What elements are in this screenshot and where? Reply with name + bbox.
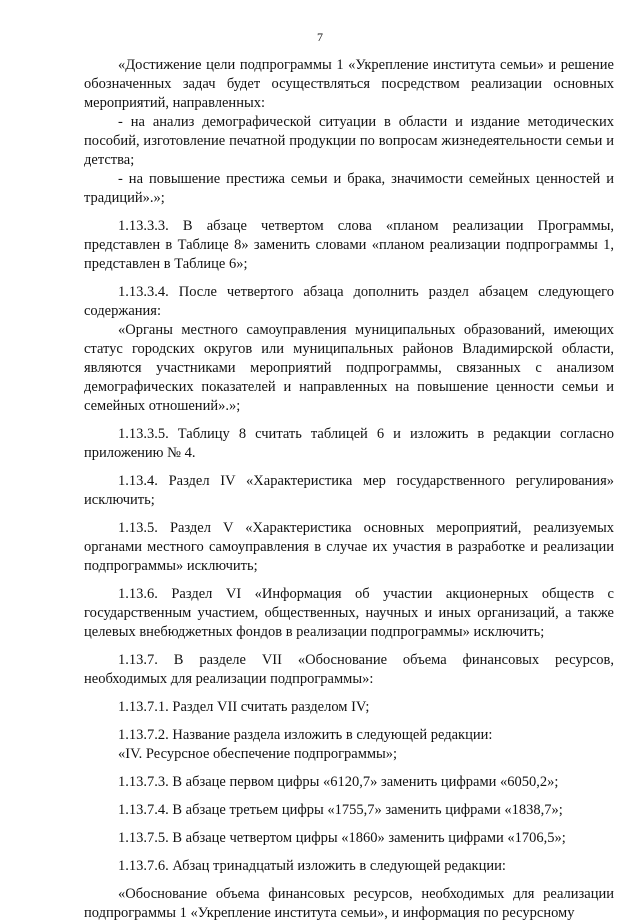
paragraph: 1.13.3.5. Таблицу 8 считать таблицей 6 и изложить в редакции согласно приложению № 4. xyxy=(84,426,614,461)
paragraph: 1.13.3.4. После четвертого абзаца дополнить раздел абзацем следующего содержания: xyxy=(84,284,614,319)
paragraph: «Достижение цели подпрограммы 1 «Укрепление института семьи» и решение обозначенных задач будет осуществляться посредством реализации основных мероприятий, направленных: xyxy=(84,57,614,111)
paragraph: 1.13.4. Раздел IV «Характеристика мер государственного регулирования» исключить; xyxy=(84,473,614,508)
paragraph: 1.13.7.1. Раздел VII считать разделом IV; xyxy=(118,699,370,715)
paragraph: - на анализ демографической ситуации в области и издание методических пособий, изготовление печатной продукции по вопросам жизнедеятельности семьи и детства; xyxy=(84,114,614,168)
paragraph: 1.13.6. Раздел VI «Информация об участии акционерных обществ с государственным участием, общественных, научных и иных организаций, а также целевых внебюджетных фондов в реализации подпрограммы» исключить; xyxy=(84,586,614,640)
paragraph: 1.13.7.4. В абзаце третьем цифры «1755,7» заменить цифрами «1838,7»; xyxy=(118,802,563,818)
paragraph: 1.13.7. В разделе VII «Обоснование объема финансовых ресурсов, необходимых для реализации подпрограммы»: xyxy=(84,652,614,687)
body-text xyxy=(84,56,614,923)
paragraph: 1.13.7.6. Абзац тринадцатый изложить в следующей редакции: xyxy=(118,858,506,874)
page-number: 7 xyxy=(317,30,323,44)
paragraph: - на повышение престижа семьи и брака, значимости семейных ценностей и традиций».»; xyxy=(84,171,614,206)
paragraph: 1.13.7.3. В абзаце первом цифры «6120,7» заменить цифрами «6050,2»; xyxy=(118,774,559,790)
paragraph: 1.13.5. Раздел V «Характеристика основных мероприятий, реализуемых органами местного самоуправления в случае их участия в разработке и реализации подпрограммы» исключить; xyxy=(84,520,614,574)
paragraph: 1.13.3.3. В абзаце четвертом слова «планом реализации Программы, представлен в Таблице 8» заменить словами «планом реализации подпрограммы 1, представлен в Таблице 6»; xyxy=(84,218,614,272)
paragraph: 1.13.7.2. Название раздела изложить в следующей редакции: xyxy=(118,727,493,743)
paragraph: «Органы местного самоуправления муниципальных образований, имеющих статус городских округов или муниципальных районов Владимирской области, являются участниками мероприятий подпрограммы, связанных с анализом демографических показателей и направленных на повышение ценности семьи и семейных отношений».»; xyxy=(84,322,614,414)
paragraph: «IV. Ресурсное обеспечение подпрограммы»; xyxy=(118,746,398,762)
paragraph: «Обоснование объема финансовых ресурсов, необходимых для реализации подпрограммы 1 «Укрепление института семьи», и информация по ресурсному xyxy=(84,886,614,921)
paragraph: 1.13.7.5. В абзаце четвертом цифры «1860» заменить цифрами «1706,5»; xyxy=(118,830,566,846)
